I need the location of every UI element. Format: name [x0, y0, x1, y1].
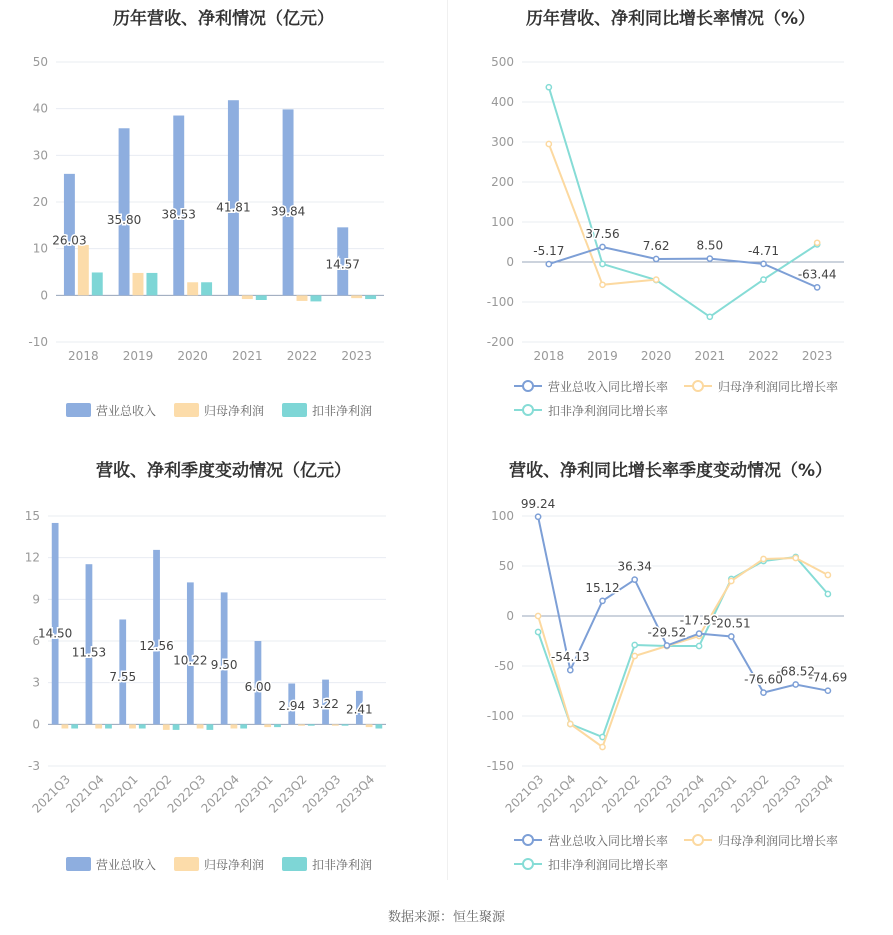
data-label: 14.50: [37, 626, 73, 641]
x-tick-label: 2023Q4: [792, 772, 837, 816]
bar: [197, 724, 204, 728]
bar: [133, 273, 144, 295]
chart-quarterly-revenue-profit: [0, 448, 447, 888]
legend-swatch: [66, 403, 91, 417]
x-tick-label: 2022Q3: [164, 772, 209, 816]
bar: [240, 724, 247, 728]
bar: [365, 295, 376, 299]
data-point: [697, 643, 702, 648]
x-tick-label: 2022Q4: [198, 772, 243, 816]
y-tick-label: 100: [491, 215, 514, 229]
x-tick-label: 2023Q3: [760, 772, 804, 816]
bar: [129, 724, 136, 728]
data-label: -63.44: [797, 267, 837, 282]
data-label: -76.60: [744, 672, 783, 687]
y-tick-label: 0: [40, 288, 48, 303]
x-tick-label: 2021Q4: [63, 772, 107, 816]
x-tick-label: 2023Q4: [333, 772, 378, 816]
bar: [298, 724, 305, 725]
data-point: [761, 277, 766, 282]
data-label: 26.03: [52, 233, 87, 248]
chart-canvas: [0, 0, 447, 440]
y-tick-label: -150: [486, 759, 514, 773]
data-point: [568, 668, 573, 673]
bar: [153, 550, 160, 724]
y-tick-label: 40: [32, 101, 48, 116]
x-tick-label: 2019: [122, 349, 154, 363]
bar: [256, 295, 267, 300]
bar: [342, 724, 349, 725]
data-point: [729, 634, 734, 639]
data-label: -20.51: [711, 616, 751, 631]
chart-quarterly-growth-rate: [448, 448, 893, 888]
x-tick-label: 2023Q1: [695, 772, 740, 816]
data-point: [664, 643, 669, 648]
legend-label: 归母净利润同比增长率: [718, 380, 839, 394]
bar: [297, 295, 308, 301]
legend-label: 扣非净利润: [312, 858, 373, 872]
x-tick-label: 2019: [587, 349, 618, 363]
bar: [366, 724, 373, 727]
legend-marker: [693, 835, 703, 845]
y-tick-label: 0: [506, 609, 514, 623]
bar: [332, 724, 339, 725]
legend-swatch: [66, 857, 91, 871]
y-tick-label: 6: [32, 634, 40, 648]
data-label: -17.59: [679, 613, 719, 628]
data-label: 2.94: [278, 698, 306, 713]
y-tick-label: 3: [32, 675, 40, 690]
bar: [52, 523, 59, 724]
data-label: 39.84: [270, 204, 306, 219]
data-label: 12.56: [139, 638, 174, 653]
x-tick-label: 2023: [341, 349, 372, 363]
legend-label: 营业总收入同比增长率: [548, 380, 669, 394]
data-point: [761, 690, 766, 695]
bar: [242, 295, 253, 299]
y-tick-label: 200: [491, 175, 514, 189]
bar: [201, 282, 212, 295]
bar: [308, 724, 315, 725]
x-tick-label: 2022: [748, 349, 779, 363]
y-tick-label: -10: [28, 335, 48, 349]
x-tick-label: 2023Q2: [266, 772, 310, 816]
data-label: -29.52: [647, 625, 687, 640]
data-point: [654, 256, 659, 261]
legend-marker: [523, 405, 533, 415]
data-point: [632, 577, 637, 582]
data-point: [825, 591, 830, 596]
legend-label: 营业总收入同比增长率: [548, 834, 669, 848]
data-point: [632, 642, 637, 647]
data-point: [568, 721, 573, 726]
chart-title: 历年营收、净利情况（亿元）: [113, 9, 334, 29]
data-point: [546, 85, 551, 90]
data-label: 11.53: [71, 645, 107, 660]
data-label: 3.22: [312, 697, 339, 712]
legend-label: 归母净利润: [204, 858, 265, 872]
chart-annual-revenue-profit: [0, 0, 447, 440]
legend-swatch: [174, 403, 199, 417]
y-tick-label: -50: [494, 659, 514, 673]
y-tick-label: 9: [32, 592, 40, 607]
data-label: 99.24: [520, 496, 556, 511]
legend-label: 归母净利润同比增长率: [718, 834, 839, 848]
data-point: [546, 141, 551, 146]
y-tick-label: -200: [486, 335, 514, 349]
x-tick-label: 2022Q1: [567, 772, 611, 816]
x-tick-label: 2023Q2: [728, 772, 772, 816]
series-line: [549, 87, 817, 317]
data-label: 2.41: [345, 702, 373, 717]
legend-marker: [523, 859, 533, 869]
legend-label: 扣非净利润同比增长率: [548, 404, 669, 418]
x-tick-label: 2022Q1: [97, 772, 141, 816]
data-point: [793, 682, 798, 687]
data-point: [825, 688, 830, 693]
data-point: [600, 261, 605, 266]
y-tick-label: 12: [24, 550, 40, 565]
chart-title: 历年营收、净利同比增长率情况（%）: [525, 9, 816, 29]
bar: [231, 724, 238, 728]
y-tick-label: 400: [491, 95, 514, 109]
legend-swatch: [282, 857, 307, 871]
data-source-note: 数据来源：恒生聚源: [387, 910, 505, 925]
data-label: -5.17: [533, 244, 565, 259]
legend-swatch: [282, 403, 307, 417]
data-point: [761, 261, 766, 266]
data-label: 38.53: [161, 207, 196, 222]
x-tick-label: 2021Q4: [534, 772, 579, 816]
legend-label: 扣非净利润: [312, 404, 373, 418]
x-tick-label: 2018: [533, 349, 565, 363]
bar: [92, 272, 103, 295]
data-label: -74.69: [808, 670, 848, 685]
x-tick-label: 2021Q3: [502, 772, 547, 816]
data-label: 41.81: [216, 200, 251, 215]
bar: [62, 724, 69, 728]
bar: [139, 724, 146, 728]
data-label: 7.55: [109, 670, 137, 685]
data-label: 36.34: [617, 559, 652, 574]
data-point: [600, 282, 605, 287]
data-label: 37.56: [585, 226, 620, 241]
bar: [173, 724, 180, 730]
data-point: [546, 261, 551, 266]
bar: [351, 295, 362, 298]
bar: [375, 724, 382, 728]
legend-label: 归母净利润: [204, 404, 265, 418]
y-tick-label: 0: [32, 717, 40, 732]
bar: [71, 724, 78, 728]
data-point: [707, 256, 712, 261]
data-point: [600, 734, 605, 739]
chart-annual-growth-rate: [448, 0, 893, 440]
legend-swatch: [174, 857, 199, 871]
data-point: [697, 631, 702, 636]
x-tick-label: 2021: [694, 349, 726, 363]
data-point: [632, 653, 637, 658]
x-tick-label: 2022Q4: [663, 772, 708, 816]
data-point: [761, 556, 766, 561]
x-tick-label: 2023: [801, 349, 833, 363]
x-tick-label: 2020: [640, 349, 672, 363]
data-point: [536, 613, 541, 618]
bar: [173, 116, 184, 296]
y-tick-label: 30: [32, 148, 48, 163]
x-tick-label: 2018: [68, 349, 99, 363]
x-tick-label: 2023Q3: [299, 772, 344, 816]
bar: [163, 724, 170, 730]
legend-label: 营业总收入: [96, 858, 157, 872]
bar: [274, 724, 281, 727]
y-tick-label: 20: [32, 195, 48, 209]
data-label: 6.00: [244, 679, 272, 694]
data-point: [536, 514, 541, 519]
x-tick-label: 2020: [177, 349, 208, 363]
x-tick-label: 2022: [286, 349, 318, 363]
data-label: 14.57: [325, 257, 360, 272]
bar: [310, 295, 321, 301]
chart-title: 营收、净利同比增长率季度变动情况（%）: [508, 461, 833, 481]
data-label: 10.22: [173, 653, 208, 668]
bar: [187, 282, 198, 295]
bar: [86, 564, 93, 724]
y-tick-label: -3: [28, 759, 40, 773]
x-tick-label: 2023Q1: [232, 772, 276, 816]
chart-canvas: [448, 0, 893, 440]
y-tick-label: 10: [32, 241, 48, 256]
data-point: [600, 244, 605, 249]
bar: [264, 724, 271, 727]
series-line: [549, 144, 817, 285]
data-point: [654, 277, 659, 282]
data-point: [815, 240, 820, 245]
data-label: 35.80: [106, 213, 142, 228]
bar: [228, 100, 239, 295]
data-point: [825, 572, 830, 577]
bar: [119, 128, 130, 295]
data-point: [600, 598, 605, 603]
bar: [283, 109, 294, 295]
data-point: [729, 578, 734, 583]
data-point: [536, 629, 541, 634]
bar: [146, 273, 157, 295]
data-label: 9.50: [210, 657, 238, 672]
bar: [105, 724, 112, 728]
data-point: [707, 314, 712, 319]
data-label: -54.13: [550, 650, 590, 665]
bar: [95, 724, 102, 728]
data-point: [815, 285, 820, 290]
data-label: -4.71: [747, 243, 780, 258]
y-tick-label: -100: [486, 709, 514, 723]
x-tick-label: 2022Q3: [631, 772, 676, 816]
x-tick-label: 2021: [232, 349, 263, 363]
legend-marker: [693, 381, 703, 391]
legend-label: 扣非净利润同比增长率: [548, 858, 669, 872]
x-tick-label: 2021Q3: [29, 772, 74, 816]
data-label: -68.52: [776, 664, 816, 679]
y-tick-label: 500: [491, 55, 514, 69]
data-point: [600, 744, 605, 749]
legend-marker: [523, 835, 533, 845]
chart-canvas: [0, 448, 447, 888]
bar: [78, 245, 89, 295]
y-tick-label: -100: [486, 295, 514, 309]
y-tick-label: 300: [491, 135, 514, 149]
data-label: 7.62: [642, 238, 670, 253]
y-tick-label: 50: [32, 55, 48, 69]
legend-label: 营业总收入: [96, 404, 157, 418]
y-tick-label: 100: [491, 509, 514, 523]
bar: [206, 724, 213, 730]
chart-canvas: [448, 448, 893, 888]
data-point: [793, 555, 798, 560]
chart-title: 营收、净利季度变动情况（亿元）: [96, 461, 351, 481]
data-label: 8.50: [696, 238, 724, 253]
x-tick-label: 2022Q2: [599, 772, 643, 816]
y-tick-label: 50: [498, 559, 514, 573]
x-tick-label: 2022Q2: [130, 772, 175, 816]
y-tick-label: 15: [24, 509, 40, 523]
data-label: 15.12: [585, 580, 620, 595]
y-tick-label: 0: [506, 255, 514, 269]
legend-marker: [523, 381, 533, 391]
